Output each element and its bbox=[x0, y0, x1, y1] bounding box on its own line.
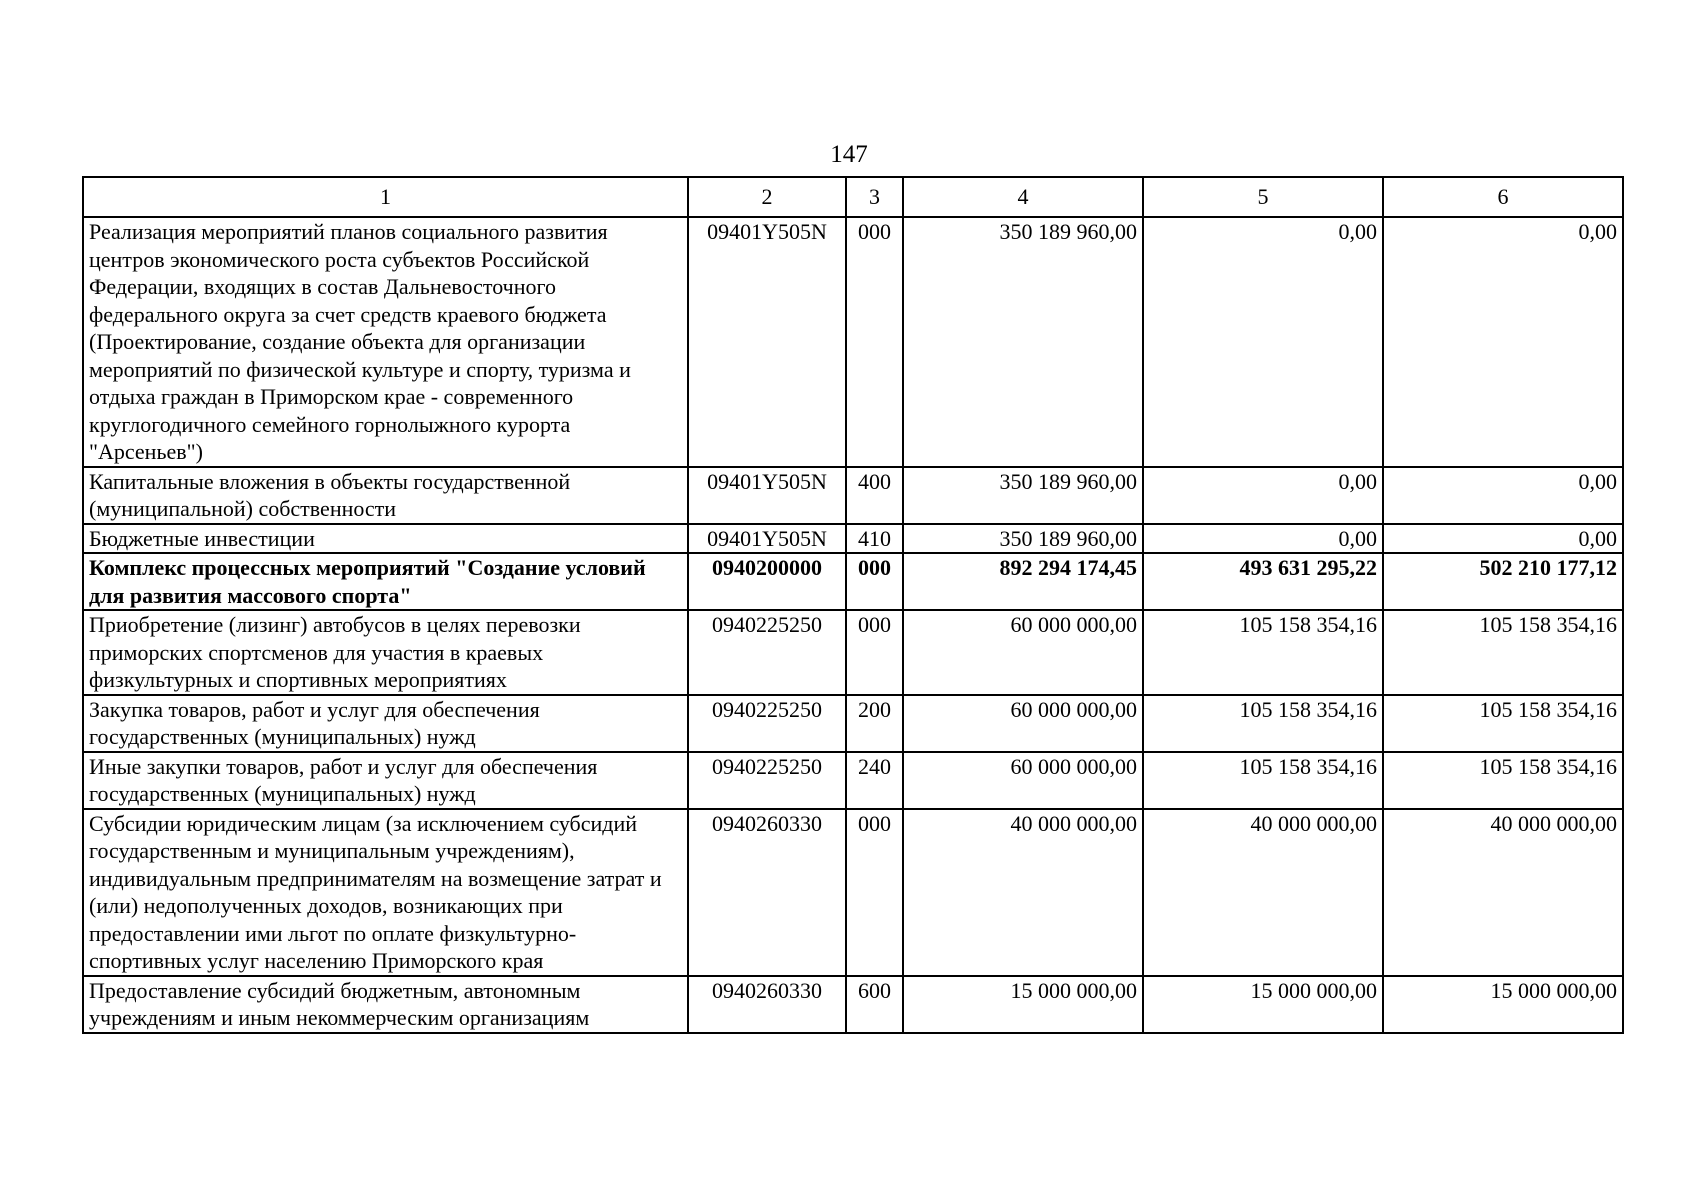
table-header-row bbox=[83, 177, 1623, 217]
amount-col6: 15 000 000,00 bbox=[1383, 976, 1623, 1033]
row-name: Закупка товаров, работ и услуг для обеспечения государственных (муниципальных) нужд bbox=[83, 695, 688, 752]
row-name: Реализация мероприятий планов социального развития центров экономического роста субъектов Российской Федерации, входящих в состав Дальневосточного федерального округа за счет средств краевого бюджета (Проектирование, создание объекта для организации мероприятий по физической культуре и спорту, туризма и отдыха граждан в Приморском крае - современного круглогодичного семейного горнолыжного курорта "Арсеньев") bbox=[83, 217, 688, 467]
amount-col5: 40 000 000,00 bbox=[1143, 809, 1383, 976]
expense-type-code: 000 bbox=[846, 610, 903, 695]
amount-col5: 0,00 bbox=[1143, 524, 1383, 554]
budget-table bbox=[82, 176, 1624, 1034]
amount-col6: 502 210 177,12 bbox=[1383, 553, 1623, 610]
target-article-code: 09401Y505N bbox=[688, 217, 846, 467]
table-row bbox=[83, 695, 1623, 752]
amount-col4: 60 000 000,00 bbox=[903, 610, 1143, 695]
amount-col6: 0,00 bbox=[1383, 467, 1623, 524]
row-name: Приобретение (лизинг) автобусов в целях перевозки приморских спортсменов для участия в краевых физкультурных и спортивных мероприятиях bbox=[83, 610, 688, 695]
column-header: 4 bbox=[903, 177, 1143, 217]
expense-type-code: 240 bbox=[846, 752, 903, 809]
target-article-code: 0940260330 bbox=[688, 809, 846, 976]
amount-col6: 105 158 354,16 bbox=[1383, 695, 1623, 752]
amount-col5: 105 158 354,16 bbox=[1143, 695, 1383, 752]
amount-col5: 15 000 000,00 bbox=[1143, 976, 1383, 1033]
amount-col6: 105 158 354,16 bbox=[1383, 752, 1623, 809]
amount-col5: 0,00 bbox=[1143, 217, 1383, 467]
table-row bbox=[83, 809, 1623, 976]
table-row-section-total bbox=[83, 553, 1623, 610]
amount-col4: 60 000 000,00 bbox=[903, 752, 1143, 809]
row-name: Иные закупки товаров, работ и услуг для обеспечения государственных (муниципальных) нужд bbox=[83, 752, 688, 809]
target-article-code: 0940200000 bbox=[688, 553, 846, 610]
column-header: 2 bbox=[688, 177, 846, 217]
amount-col4: 40 000 000,00 bbox=[903, 809, 1143, 976]
table-row bbox=[83, 217, 1623, 467]
amount-col4: 350 189 960,00 bbox=[903, 217, 1143, 467]
column-header: 5 bbox=[1143, 177, 1383, 217]
expense-type-code: 000 bbox=[846, 553, 903, 610]
column-header: 3 bbox=[846, 177, 903, 217]
row-name: Бюджетные инвестиции bbox=[83, 524, 688, 554]
amount-col6: 0,00 bbox=[1383, 524, 1623, 554]
amount-col5: 105 158 354,16 bbox=[1143, 752, 1383, 809]
amount-col5: 0,00 bbox=[1143, 467, 1383, 524]
amount-col5: 493 631 295,22 bbox=[1143, 553, 1383, 610]
table-row bbox=[83, 976, 1623, 1033]
row-name: Субсидии юридическим лицам (за исключением субсидий государственным и муниципальным учреждениям), индивидуальным предпринимателям на возмещение затрат и (или) недополученных доходов, возникающих при предоставлении ими льгот по оплате физкультурно-спортивных услуг населению Приморского края bbox=[83, 809, 688, 976]
column-header: 1 bbox=[83, 177, 688, 217]
row-name: Капитальные вложения в объекты государственной (муниципальной) собственности bbox=[83, 467, 688, 524]
expense-type-code: 410 bbox=[846, 524, 903, 554]
table-row bbox=[83, 467, 1623, 524]
target-article-code: 0940225250 bbox=[688, 695, 846, 752]
target-article-code: 0940260330 bbox=[688, 976, 846, 1033]
table-row bbox=[83, 524, 1623, 554]
target-article-code: 09401Y505N bbox=[688, 467, 846, 524]
expense-type-code: 000 bbox=[846, 217, 903, 467]
amount-col6: 40 000 000,00 bbox=[1383, 809, 1623, 976]
amount-col6: 0,00 bbox=[1383, 217, 1623, 467]
amount-col4: 350 189 960,00 bbox=[903, 524, 1143, 554]
page-number: 147 bbox=[830, 141, 868, 168]
expense-type-code: 400 bbox=[846, 467, 903, 524]
expense-type-code: 600 bbox=[846, 976, 903, 1033]
column-header: 6 bbox=[1383, 177, 1623, 217]
table-row bbox=[83, 610, 1623, 695]
table-row bbox=[83, 752, 1623, 809]
amount-col4: 15 000 000,00 bbox=[903, 976, 1143, 1033]
amount-col5: 105 158 354,16 bbox=[1143, 610, 1383, 695]
target-article-code: 0940225250 bbox=[688, 610, 846, 695]
amount-col6: 105 158 354,16 bbox=[1383, 610, 1623, 695]
target-article-code: 09401Y505N bbox=[688, 524, 846, 554]
expense-type-code: 200 bbox=[846, 695, 903, 752]
amount-col4: 60 000 000,00 bbox=[903, 695, 1143, 752]
expense-type-code: 000 bbox=[846, 809, 903, 976]
amount-col4: 350 189 960,00 bbox=[903, 467, 1143, 524]
row-name: Комплекс процессных мероприятий "Создание условий для развития массового спорта" bbox=[83, 553, 688, 610]
row-name: Предоставление субсидий бюджетным, автономным учреждениям и иным некоммерческим организациям bbox=[83, 976, 688, 1033]
target-article-code: 0940225250 bbox=[688, 752, 846, 809]
amount-col4: 892 294 174,45 bbox=[903, 553, 1143, 610]
